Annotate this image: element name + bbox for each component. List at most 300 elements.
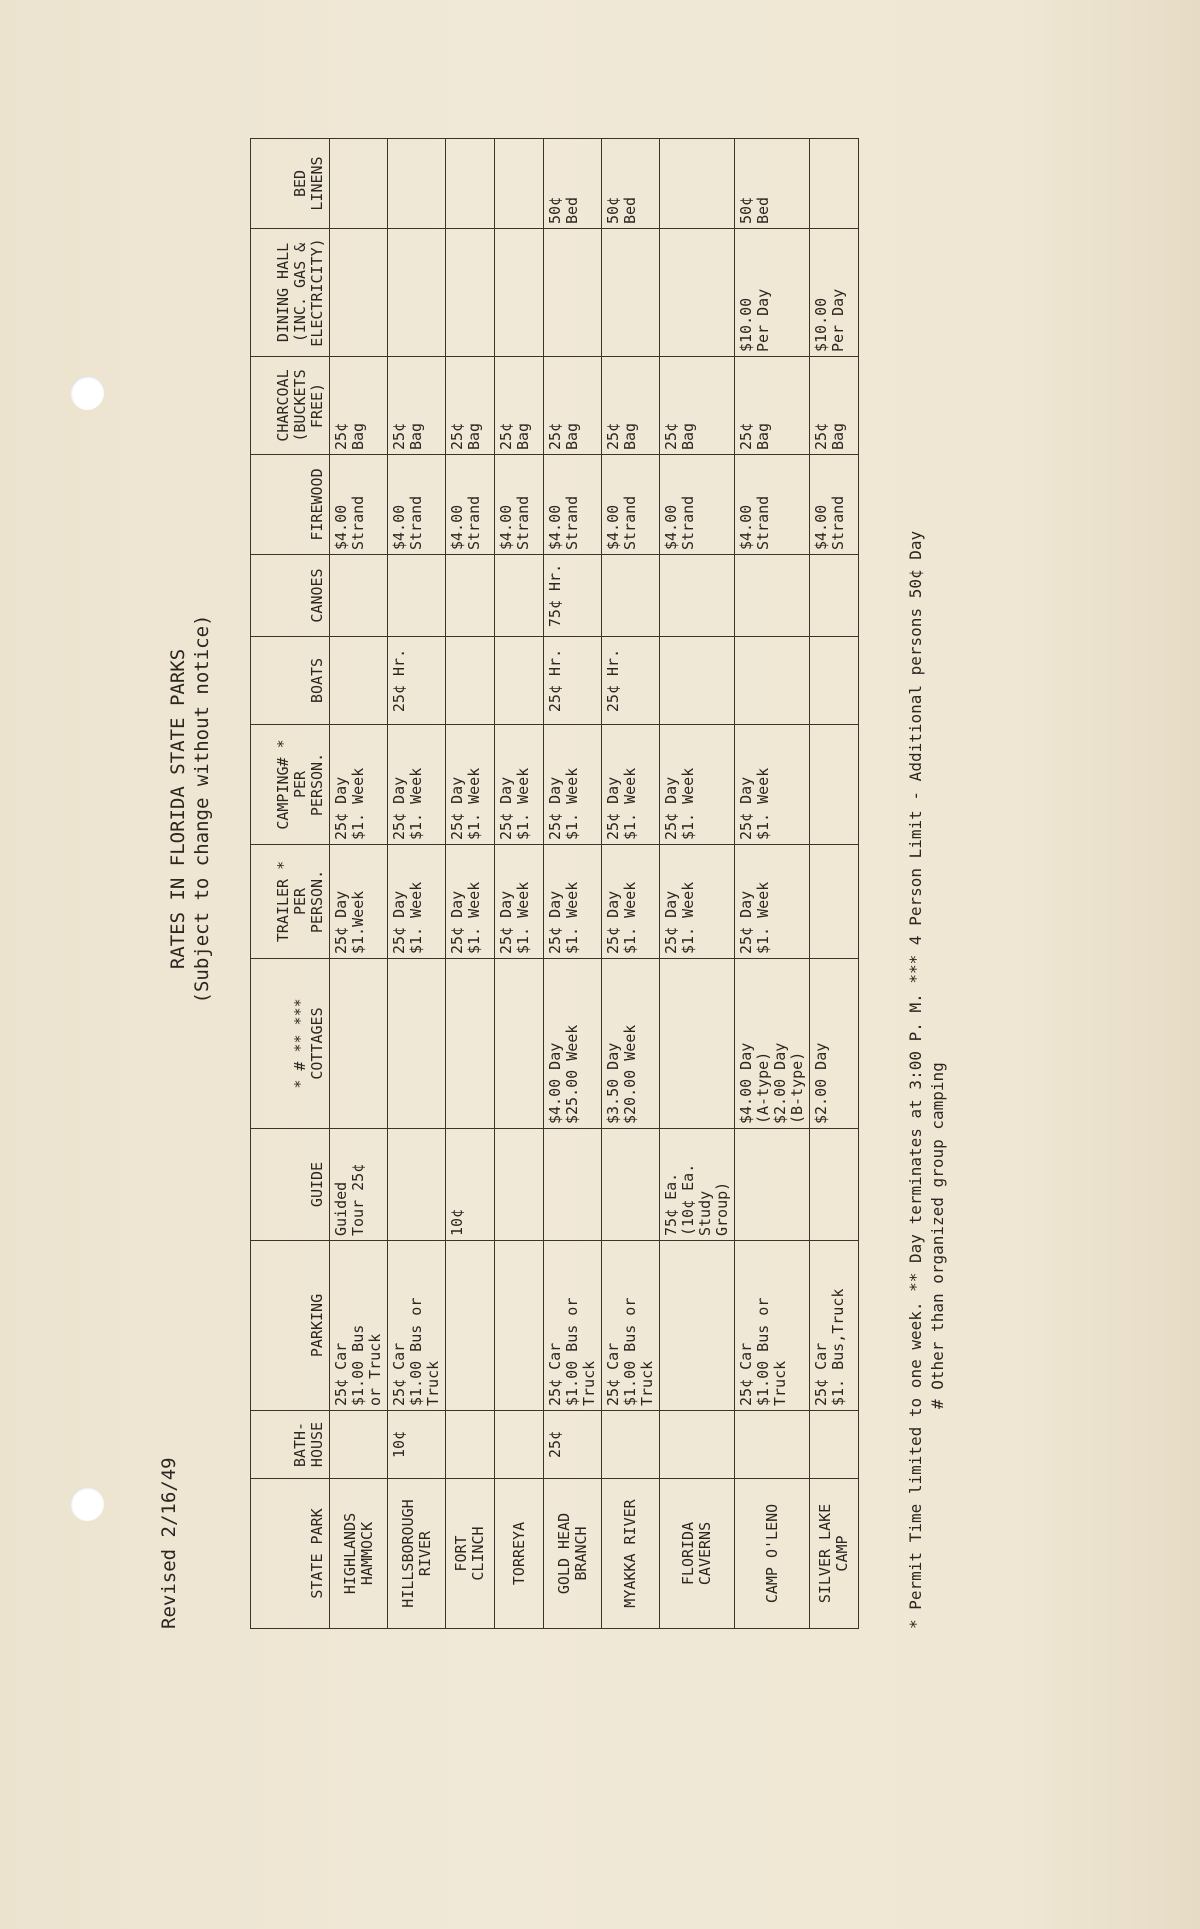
cell-boats-line: 25¢ Hr. [390, 648, 408, 713]
column-header [251, 845, 330, 959]
cell-camping-line: $1. Week [563, 767, 581, 840]
cell-parking-line: $1.00 Bus [349, 1324, 367, 1406]
cell-parking-line: Truck [638, 1360, 656, 1406]
table-row [388, 139, 446, 1629]
column-header [251, 229, 330, 357]
cell-camping [388, 725, 446, 845]
table-row [660, 139, 735, 1629]
cell-dining-line: $10.00 [812, 297, 830, 352]
column-header-line: CANOES [308, 568, 326, 623]
footnote-line-1: * Permit Time limited to one week. ** Day terminates at 3:00 P. M. *** 4 Person Limit - Additional persons 50¢ Day [906, 530, 925, 1629]
cell-cottages [810, 959, 859, 1129]
cell-cottages-line: (B-type) [788, 1051, 806, 1124]
cell-park-line: BRANCH [571, 1526, 590, 1581]
table-row [330, 139, 388, 1629]
cell-cottages-line: $3.50 Day [604, 1042, 622, 1124]
column-header [251, 1479, 330, 1629]
cell-trailer-line: 25¢ Day [497, 890, 515, 954]
cell-boats [330, 637, 388, 725]
cell-canoes [810, 555, 859, 637]
cell-parking [602, 1241, 660, 1411]
cell-firewood-line: Strand [407, 495, 425, 550]
cell-firewood-line: Strand [829, 495, 847, 550]
title-line-1: RATES IN FLORIDA STATE PARKS [167, 648, 189, 970]
cell-firewood-line: $4.00 [662, 504, 680, 550]
cell-parking-line: 25¢ Car [390, 1342, 408, 1406]
footnote-line-2: # Other than organized group camping [928, 1062, 947, 1409]
column-header [251, 1241, 330, 1411]
cell-firewood-line: Strand [349, 495, 367, 550]
cell-parking [735, 1241, 810, 1411]
cell-firewood [660, 455, 735, 555]
cell-parking-line: Truck [771, 1360, 789, 1406]
cell-linens [446, 139, 495, 229]
cell-cottages-line: $4.00 Day [737, 1042, 755, 1124]
cell-park-line: FLORIDA [679, 1521, 697, 1586]
cell-dining [330, 229, 388, 357]
cell-park-line: HILLSBOROUGH [398, 1499, 417, 1608]
cell-trailer-line: 25¢ Day [332, 890, 350, 954]
rates-table [250, 138, 859, 1629]
cell-park-line: RIVER [415, 1530, 434, 1577]
cell-trailer-line: $1. Week [465, 881, 483, 954]
cell-boats [735, 637, 810, 725]
cell-firewood [602, 455, 660, 555]
cell-parking-line: 25¢ Car [737, 1342, 755, 1406]
cell-park-line: FORT [452, 1535, 470, 1572]
cell-dining [602, 229, 660, 357]
cell-guide [735, 1129, 810, 1241]
cell-park-line: TORREYA [509, 1521, 528, 1586]
cell-park-line: CAVERNS [696, 1521, 714, 1586]
cell-cottages [330, 959, 388, 1129]
cell-trailer-line: 25¢ Day [737, 890, 755, 954]
cell-canoes [602, 555, 660, 637]
cell-trailer-line: $1. Week [679, 881, 697, 954]
cell-firewood-line: $4.00 [448, 504, 466, 550]
cell-charcoal-line: 25¢ [332, 422, 350, 450]
column-header-line: (INC. GAS & [291, 242, 309, 343]
cell-parking-line: $1.00 Bus or [563, 1297, 581, 1406]
cell-charcoal-line: Bag [621, 422, 639, 450]
table-body [330, 139, 859, 1629]
cell-cottages [735, 959, 810, 1129]
cell-linens-line: 50¢ [737, 196, 755, 224]
cell-cottages [446, 959, 495, 1129]
cell-trailer [544, 845, 602, 959]
cell-boats-line: 25¢ Hr. [546, 648, 564, 713]
cell-guide [330, 1129, 388, 1241]
cell-cottages [388, 959, 446, 1129]
cell-cottages [660, 959, 735, 1129]
cell-dining-line: Per Day [829, 288, 847, 352]
cell-park-line: CAMP [833, 1535, 851, 1572]
cell-trailer-line: 25¢ Day [546, 890, 564, 954]
cell-charcoal [660, 357, 735, 455]
cell-trailer-line: 25¢ Day [448, 890, 466, 954]
cell-trailer-line: $1. Week [621, 881, 639, 954]
cell-firewood-line: Strand [465, 495, 483, 550]
cell-camping-line: 25¢ Day [662, 776, 680, 840]
table-row [602, 139, 660, 1629]
cell-charcoal-line: Bag [407, 422, 425, 450]
cell-firewood-line: $4.00 [390, 504, 408, 550]
column-header-line: PARKING [308, 1293, 326, 1358]
column-header-line: STATE PARK [308, 1508, 326, 1599]
cell-trailer-line: 25¢ Day [390, 890, 408, 954]
cell-firewood-line: Strand [754, 495, 772, 550]
column-header-line: GUIDE [308, 1161, 326, 1208]
cell-parking-line: $1. Bus,Truck [829, 1288, 847, 1406]
cell-trailer-line: $1. Week [514, 881, 532, 954]
cell-park [388, 1479, 446, 1629]
cell-firewood-line: $4.00 [737, 504, 755, 550]
cell-parking-line: $1.00 Bus or [621, 1297, 639, 1406]
cell-boats [602, 637, 660, 725]
cell-parking [544, 1241, 602, 1411]
cell-charcoal-line: Bag [563, 422, 581, 450]
column-header-line: DINING HALL [274, 242, 292, 343]
cell-charcoal [330, 357, 388, 455]
cell-camping-line: 25¢ Day [390, 776, 408, 840]
cell-park [330, 1479, 388, 1629]
column-header-line: PERSON. [308, 752, 326, 817]
cell-camping-line: $1. Week [621, 767, 639, 840]
cell-charcoal-line: 25¢ [737, 422, 755, 450]
column-header [251, 1411, 330, 1479]
cell-park [446, 1479, 495, 1629]
cell-parking-line: 25¢ Car [546, 1342, 564, 1406]
table-row [544, 139, 602, 1629]
cell-trailer [330, 845, 388, 959]
column-header [251, 959, 330, 1129]
cell-camping-line: $1. Week [754, 767, 772, 840]
cell-park-line: HAMMOCK [357, 1521, 376, 1586]
cell-canoes [544, 555, 602, 637]
cell-dining [495, 229, 544, 357]
cell-camping [660, 725, 735, 845]
cell-parking [330, 1241, 388, 1411]
cell-camping-line: 25¢ Day [604, 776, 622, 840]
table-row [446, 139, 495, 1629]
cell-charcoal [544, 357, 602, 455]
cell-bath [544, 1411, 602, 1479]
cell-dining-line: $10.00 [737, 297, 755, 352]
cell-cottages [544, 959, 602, 1129]
cell-camping-line: 25¢ Day [332, 776, 350, 840]
cell-linens [544, 139, 602, 229]
cell-camping [602, 725, 660, 845]
cell-parking [660, 1241, 735, 1411]
cell-park-line: GOLD HEAD [554, 1512, 573, 1595]
cell-firewood-line: $4.00 [332, 504, 350, 550]
cell-camping-line: $1. Week [679, 767, 697, 840]
cell-camping-line: 25¢ Day [546, 776, 564, 840]
cell-canoes [330, 555, 388, 637]
column-header-line: BATH- [291, 1421, 309, 1468]
cell-canoes [446, 555, 495, 637]
cell-dining-line: Per Day [754, 288, 772, 352]
cell-trailer [495, 845, 544, 959]
column-header-line: LINENS [308, 156, 326, 211]
cell-park-line: CAMP O'LENO [762, 1503, 781, 1604]
cell-charcoal [810, 357, 859, 455]
cell-charcoal-line: 25¢ [390, 422, 408, 450]
column-header-line: PERSON. [308, 869, 326, 934]
cell-charcoal-line: 25¢ [546, 422, 564, 450]
cell-park-line: CLINCH [469, 1526, 487, 1581]
cell-parking-line: Truck [424, 1360, 442, 1406]
cell-canoes [388, 555, 446, 637]
cell-parking-line: $1.00 Bus or [407, 1297, 425, 1406]
column-header-line: CHARCOAL [274, 369, 292, 442]
column-header-line: COTTAGES [308, 1007, 326, 1080]
cell-charcoal-line: 25¢ [812, 422, 830, 450]
cell-park [810, 1479, 859, 1629]
cell-bath [735, 1411, 810, 1479]
column-header [251, 555, 330, 637]
cell-charcoal [735, 357, 810, 455]
cell-camping-line: $1. Week [465, 767, 483, 840]
cell-linens [810, 139, 859, 229]
cell-camping-line: $1. Week [514, 767, 532, 840]
cell-trailer-line: 25¢ Day [604, 890, 622, 954]
cell-trailer [810, 845, 859, 959]
cell-guide-line: 75¢ Ea. [662, 1172, 680, 1236]
cell-charcoal-line: Bag [514, 422, 532, 450]
cell-cottages-line: (A-type) [754, 1051, 772, 1124]
cell-charcoal-line: 25¢ [604, 422, 622, 450]
cell-charcoal [602, 357, 660, 455]
cell-dining [660, 229, 735, 357]
cell-bath [602, 1411, 660, 1479]
cell-park-line: SILVER LAKE [816, 1503, 834, 1604]
cell-cottages [602, 959, 660, 1129]
cell-trailer-line: $1. Week [563, 881, 581, 954]
cell-cottages-line: $25.00 Week [563, 1024, 581, 1124]
cell-boats [810, 637, 859, 725]
cell-firewood-line: $4.00 [497, 504, 515, 550]
column-header-line: FIREWOOD [308, 468, 326, 541]
column-header [251, 455, 330, 555]
cell-cottages-line: $4.00 Day [546, 1042, 564, 1124]
cell-firewood-line: Strand [679, 495, 697, 550]
cell-bath [495, 1411, 544, 1479]
cell-firewood-line: $4.00 [812, 504, 830, 550]
cell-camping-line: 25¢ Day [448, 776, 466, 840]
column-header [251, 725, 330, 845]
cell-park [544, 1479, 602, 1629]
title-line-2: (Subject to change without notice) [191, 614, 213, 1004]
revised-date: Revised 2/16/49 [158, 1457, 180, 1629]
cell-charcoal-line: Bag [465, 422, 483, 450]
cell-guide [660, 1129, 735, 1241]
cell-camping-line: 25¢ Day [497, 776, 515, 840]
cell-linens-line: Bed [563, 196, 581, 224]
cell-bath-line: 10¢ [390, 1430, 408, 1459]
cell-firewood [495, 455, 544, 555]
cell-linens-line: Bed [621, 196, 639, 224]
cell-charcoal-line: 25¢ [662, 422, 680, 450]
cell-parking-line: 25¢ Car [812, 1342, 830, 1406]
cell-charcoal [495, 357, 544, 455]
cell-camping [735, 725, 810, 845]
cell-guide-line: Study [696, 1190, 714, 1236]
cell-charcoal [446, 357, 495, 455]
document-title [166, 549, 214, 1069]
cell-boats-line: 25¢ Hr. [604, 648, 622, 713]
cell-camping [544, 725, 602, 845]
header-row [251, 139, 330, 1629]
cell-linens [495, 139, 544, 229]
cell-camping-line: $1. Week [407, 767, 425, 840]
cell-firewood [810, 455, 859, 555]
cell-guide [810, 1129, 859, 1241]
column-header-line: (BUCKETS [291, 369, 309, 442]
table-row [810, 139, 859, 1629]
cell-guide [544, 1129, 602, 1241]
cell-cottages-line: $2.00 Day [771, 1042, 789, 1124]
cell-parking-line: or Truck [366, 1333, 384, 1406]
cell-bath [446, 1411, 495, 1479]
cell-parking [495, 1241, 544, 1411]
cell-linens [735, 139, 810, 229]
cell-guide [388, 1129, 446, 1241]
cell-linens [330, 139, 388, 229]
cell-charcoal-line: Bag [829, 422, 847, 450]
cell-canoes [495, 555, 544, 637]
cell-boats [660, 637, 735, 725]
cell-charcoal-line: Bag [754, 422, 772, 450]
cell-dining [446, 229, 495, 357]
cell-park [495, 1479, 544, 1629]
column-header-line: ELECTRICITY) [308, 238, 326, 347]
column-header [251, 1129, 330, 1241]
cell-trailer [446, 845, 495, 959]
cell-bath [810, 1411, 859, 1479]
cell-boats [388, 637, 446, 725]
cell-canoes [735, 555, 810, 637]
cell-firewood [446, 455, 495, 555]
cell-linens-line: 50¢ [546, 196, 564, 224]
cell-parking [388, 1241, 446, 1411]
column-header [251, 637, 330, 725]
cell-bath [388, 1411, 446, 1479]
cell-camping [330, 725, 388, 845]
cell-guide [495, 1129, 544, 1241]
cell-cottages [495, 959, 544, 1129]
cell-linens-line: 50¢ [604, 196, 622, 224]
cell-boats [495, 637, 544, 725]
cell-trailer [660, 845, 735, 959]
cell-linens [388, 139, 446, 229]
column-header-line: FREE) [308, 382, 326, 429]
column-header [251, 357, 330, 455]
cell-trailer [735, 845, 810, 959]
column-header-line: * # ** *** [291, 998, 309, 1089]
cell-guide [602, 1129, 660, 1241]
column-header-line: PER [291, 770, 309, 799]
cell-parking [446, 1241, 495, 1411]
cell-camping [810, 725, 859, 845]
column-header [251, 139, 330, 229]
cell-trailer [388, 845, 446, 959]
cell-bath [330, 1411, 388, 1479]
cell-park [602, 1479, 660, 1629]
cell-linens [660, 139, 735, 229]
cell-park-line: MYAKKA RIVER [621, 1499, 639, 1608]
cell-park [660, 1479, 735, 1629]
cell-bath-line: 25¢ [546, 1430, 564, 1459]
cell-firewood-line: $4.00 [546, 504, 564, 550]
cell-dining [810, 229, 859, 357]
cell-boats [446, 637, 495, 725]
cell-firewood-line: $4.00 [604, 504, 622, 550]
cell-trailer-line: 25¢ Day [662, 890, 680, 954]
cell-guide [446, 1129, 495, 1241]
cell-firewood-line: Strand [514, 495, 532, 550]
cell-dining [388, 229, 446, 357]
cell-trailer [602, 845, 660, 959]
cell-canoes [660, 555, 735, 637]
cell-camping [446, 725, 495, 845]
cell-boats [544, 637, 602, 725]
column-header-line: PER [291, 887, 309, 916]
cell-dining [544, 229, 602, 357]
cell-charcoal [388, 357, 446, 455]
cell-dining [735, 229, 810, 357]
cell-guide-line: Group) [713, 1181, 731, 1236]
cell-cottages-line: $20.00 Week [621, 1024, 639, 1124]
cell-firewood [544, 455, 602, 555]
cell-charcoal-line: 25¢ [448, 422, 466, 450]
cell-guide-line: Tour 25¢ [349, 1163, 367, 1236]
cell-parking-line: 25¢ Car [332, 1342, 350, 1406]
cell-charcoal-line: 25¢ [497, 422, 515, 450]
cell-trailer-line: $1. Week [407, 881, 425, 954]
cell-firewood [388, 455, 446, 555]
table-row [735, 139, 810, 1629]
column-header-line: BED [291, 169, 309, 198]
cell-parking-line: Truck [580, 1360, 598, 1406]
cell-charcoal-line: Bag [679, 422, 697, 450]
cell-parking-line: $1.00 Bus or [754, 1297, 772, 1406]
cell-firewood [735, 455, 810, 555]
cell-camping [495, 725, 544, 845]
cell-trailer-line: $1. Week [754, 881, 772, 954]
cell-firewood-line: Strand [621, 495, 639, 550]
cell-linens-line: Bed [754, 196, 772, 224]
cell-trailer-line: $1.Week [349, 890, 367, 954]
cell-charcoal-line: Bag [349, 422, 367, 450]
cell-firewood-line: Strand [563, 495, 581, 550]
cell-linens [602, 139, 660, 229]
cell-parking-line: 25¢ Car [604, 1342, 622, 1406]
cell-camping-line: $1. Week [349, 767, 367, 840]
cell-park [735, 1479, 810, 1629]
cell-camping-line: 25¢ Day [737, 776, 755, 840]
table-row [495, 139, 544, 1629]
column-header-line: TRAILER * [274, 860, 292, 943]
cell-canoes-line: 75¢ Hr. [546, 563, 564, 628]
cell-guide-line: (10¢ Ea. [679, 1163, 697, 1236]
column-header-line: CAMPING# * [274, 739, 292, 830]
column-header-line: BOATS [308, 657, 326, 704]
cell-parking [810, 1241, 859, 1411]
cell-cottages-line: $2.00 Day [812, 1042, 830, 1124]
cell-park-line: HIGHLANDS [340, 1512, 359, 1595]
cell-bath [660, 1411, 735, 1479]
